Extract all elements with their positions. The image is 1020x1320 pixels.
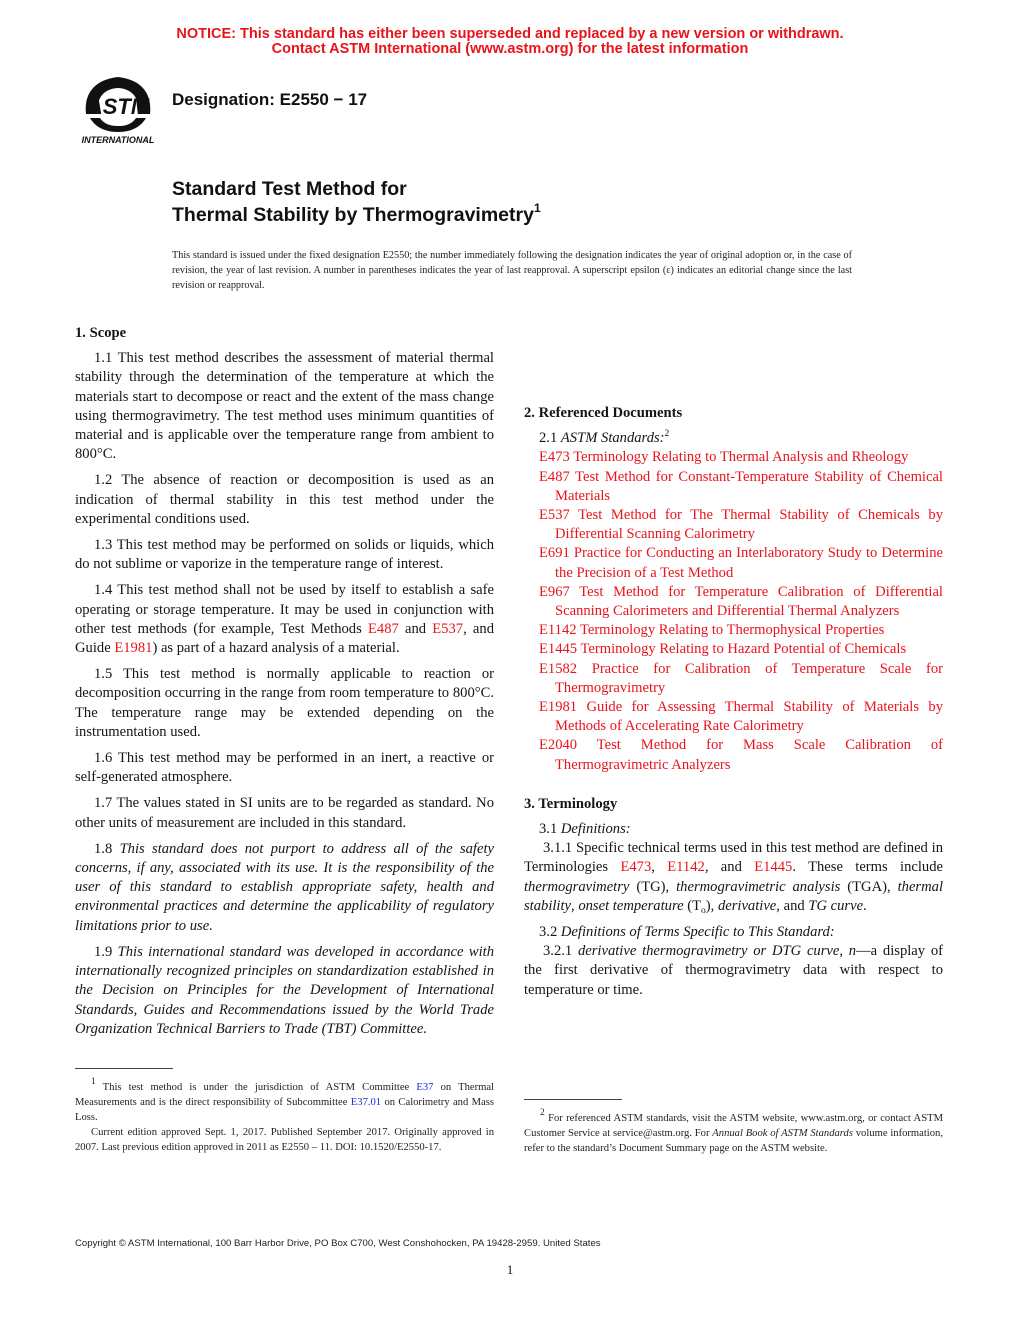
terminology-3-1-1: 3.1.1 Specific technical terms used in this test method are defined in Terminologies E473, E1142, and E1445. These terms include thermogravimetry (TG), thermogravimetric analysis (TGA), thermal stability, onset temperature $(T_o)$, derivative, and TG curve. bbox=[524, 840, 943, 916]
right-column bbox=[524, 404, 943, 1007]
ref-code-link[interactable]: E1445 bbox=[539, 641, 578, 658]
title-line-1: Standard Test Method for bbox=[172, 178, 407, 200]
footnote-1-edition: Current edition approved Sept. 1, 2017. Published September 2017. Originally approved in 2007. Last previous edition approved in 2011 as E2550 – 11. DOI: 10.1520/E2550-17. bbox=[75, 1127, 494, 1153]
document-title bbox=[172, 176, 541, 228]
ref-code-link[interactable]: E2040 bbox=[539, 737, 578, 754]
definitions-label: 3.1 Definitions: bbox=[539, 821, 631, 838]
withdrawn-notice bbox=[0, 27, 1020, 57]
section-heading-referenced-documents: 2. Referenced Documents bbox=[524, 405, 683, 421]
ref-title-link[interactable]: Terminology Relating to Thermophysical Properties bbox=[576, 622, 885, 639]
scope-1-8: 1.8 This standard does not purport to address all of the safety concerns, if any, associated with its use. It is the responsibility of the user of this standard to establish appropriate safety, health and environmental practices and determine the applicability of regulatory limitations prior to use. bbox=[75, 840, 494, 934]
referenced-document-item bbox=[524, 506, 943, 544]
ref-title-link[interactable]: Terminology Relating to Hazard Potential of Chemicals bbox=[577, 641, 907, 658]
terminology-3-2-1: 3.2.1 derivative thermogravimetry or DTG curve, n—a display of the first derivative of thermogravimetry data with respect to temperature or time. bbox=[524, 943, 944, 998]
specific-definitions-label: 3.2 Definitions of Terms Specific to This Standard: bbox=[539, 924, 835, 941]
ref-code-link[interactable]: E473 bbox=[539, 449, 570, 466]
referenced-document-item bbox=[524, 448, 943, 467]
ref-link-e1142[interactable]: E1142 bbox=[667, 859, 705, 876]
ref-title-link[interactable]: Guide for Assessing Thermal Stability of Materials by Methods of Accelerating Rate Calorimetry bbox=[555, 699, 943, 735]
scope-1-3: 1.3 This test method may be performed on solids or liquids, which do not sublime or vaporize in the temperature range of interest. bbox=[75, 537, 494, 573]
title-footnote-mark: 1 bbox=[533, 201, 541, 215]
footnote-2: 2 For referenced ASTM standards, visit the ASTM website, www.astm.org, or contact ASTM Customer Service at service@astm.org. For Annual Book of ASTM Standards volume information, refer to the standard’s Document Summary page on the ASTM website. bbox=[524, 1108, 943, 1154]
logo-caption: INTERNATIONAL bbox=[81, 135, 155, 145]
referenced-document-item bbox=[524, 660, 943, 698]
ref-code-link[interactable]: E487 bbox=[539, 468, 570, 485]
scope-1-4: 1.4 This test method shall not be used by itself to establish a safe operating or storage temperature. It may be used in conjunction with other test methods (for example, Test Methods E487 and E537, and Guide E1981) as part of a hazard analysis of a material. bbox=[75, 582, 494, 657]
title-line-2: Thermal Stability by Thermogravimetry$^1$ bbox=[172, 201, 541, 226]
ref-code-link[interactable]: E1981 bbox=[539, 699, 578, 716]
issuance-note: This standard is issued under the fixed designation E2550; the number immediately following the designation indicates the year of original adoption or, in the case of revision, the year of last revision. A number in parentheses indicates the year of last reapproval. A superscript epsilon (ε) indicates an editorial change since the last revision or reapproval. bbox=[172, 250, 852, 291]
ref-title-link[interactable]: Practice for Conducting an Interlaboratory Study to Determine the Precision of a Test Method bbox=[555, 545, 943, 581]
footnote-rule-left bbox=[75, 1068, 173, 1069]
ref-code-link[interactable]: E1142 bbox=[539, 622, 577, 639]
footnote-1: 1 This test method is under the jurisdiction of ASTM Committee E37 on Thermal Measurements and is the direct responsibility of Subcommittee E37.01 on Calorimetry and Mass Loss. Current edition approved Sept. 1, 2017. Published September 2017. Originally approved in 2007. Last previous edition approved in 2011 as E2550 – 11. DOI: 10.1520/E2550-17. bbox=[75, 1077, 494, 1153]
ref-link-e537[interactable]: E537 bbox=[432, 620, 464, 637]
subcommittee-link-e37-01[interactable]: E37.01 bbox=[350, 1097, 382, 1108]
footnote-rule-right bbox=[524, 1099, 622, 1100]
ref-title-link[interactable]: Practice for Calibration of Temperature Scale for Thermogravimetry bbox=[555, 660, 943, 696]
copyright-line: Copyright © ASTM International, 100 Barr Harbor Drive, PO Box C700, West Conshohocken, PA 19428-2959. United States bbox=[75, 1238, 601, 1249]
ref-link-e487[interactable]: E487 bbox=[367, 620, 399, 637]
ref-code-link[interactable]: E691 bbox=[539, 545, 570, 562]
referenced-document-item bbox=[524, 544, 943, 582]
logo-text: ASTM bbox=[86, 94, 150, 119]
page-number: 1 bbox=[506, 1262, 514, 1277]
referenced-document-item bbox=[524, 640, 943, 659]
referenced-document-item bbox=[524, 468, 943, 506]
referenced-document-item bbox=[524, 583, 943, 621]
referenced-documents-list bbox=[524, 448, 943, 774]
designation: Designation: E2550 − 17 bbox=[172, 90, 368, 109]
notice-line-1: NOTICE: This standard has either been superseded and replaced by a new version or withdrawn. bbox=[176, 26, 844, 42]
scope-1-9: 1.9 This international standard was developed in accordance with internationally recognized principles on standardization established in the Decision on Principles for the Development of International Standards, Guides and Recommendations issued by the World Trade Organization Technical Barriers to Trade (TBT) Committee. bbox=[75, 943, 495, 1037]
ref-link-e473[interactable]: E473 bbox=[620, 859, 652, 876]
astm-standards-label: 2.1 ASTM Standards:$^2$ bbox=[539, 429, 670, 447]
committee-link-e37[interactable]: E37 bbox=[416, 1082, 434, 1093]
ref-title-link[interactable]: Test Method for Mass Scale Calibration of Thermogravimetric Analyzers bbox=[555, 737, 943, 773]
ref-title-link[interactable]: Test Method for The Thermal Stability of Chemicals by Differential Scanning Calorimetry bbox=[555, 507, 943, 543]
scope-1-1: 1.1 This test method describes the assessment of material thermal stability through the determination of the temperature at which the materials start to decompose or react and the extent of the mass change using thermogravimetry. The test method uses minimum quantities of material and is applicable over the temperature range from ambient to 800°C. bbox=[75, 350, 494, 463]
astm-logo-icon bbox=[74, 74, 162, 146]
ref-code-link[interactable]: E967 bbox=[539, 583, 570, 600]
scope-1-5: 1.5 This test method is normally applicable to reaction or decomposition occurring in the range from room temperature to 800°C. The temperature range may be extended depending on the instrumentation used. bbox=[75, 666, 494, 740]
referenced-document-item bbox=[524, 698, 943, 736]
section-heading-scope: 1. Scope bbox=[75, 325, 127, 341]
astm-logo bbox=[74, 74, 162, 146]
referenced-document-item bbox=[524, 736, 943, 774]
ref-link-e1445[interactable]: E1445 bbox=[754, 859, 793, 876]
left-column bbox=[75, 324, 494, 1046]
scope-1-7: 1.7 The values stated in SI units are to be regarded as standard. No other units of measurement are included in this standard. bbox=[75, 795, 494, 831]
ref-title-link[interactable]: Test Method for Temperature Calibration of Differential Scanning Calorimeters and Differential Thermal Analyzers bbox=[555, 583, 943, 620]
ref-code-link[interactable]: E1582 bbox=[539, 660, 578, 677]
ref-title-link[interactable]: Test Method for Constant-Temperature Stability of Chemical Materials bbox=[555, 468, 943, 504]
section-heading-terminology: 3. Terminology bbox=[524, 795, 618, 812]
referenced-document-item bbox=[524, 621, 943, 640]
scope-1-2: 1.2 The absence of reaction or decomposition is used as an indication of thermal stability in this test method under the experimental conditions used. bbox=[75, 472, 494, 527]
ref-code-link[interactable]: E537 bbox=[539, 507, 570, 524]
notice-line-2: Contact ASTM International (www.astm.org) for the latest information bbox=[271, 41, 749, 57]
ref-link-e1981[interactable]: E1981 bbox=[114, 640, 153, 657]
ref-title-link[interactable]: Terminology Relating to Thermal Analysis and Rheology bbox=[569, 449, 909, 466]
scope-1-6: 1.6 This test method may be performed in an inert, a reactive or self-generated atmosphere. bbox=[75, 750, 494, 786]
